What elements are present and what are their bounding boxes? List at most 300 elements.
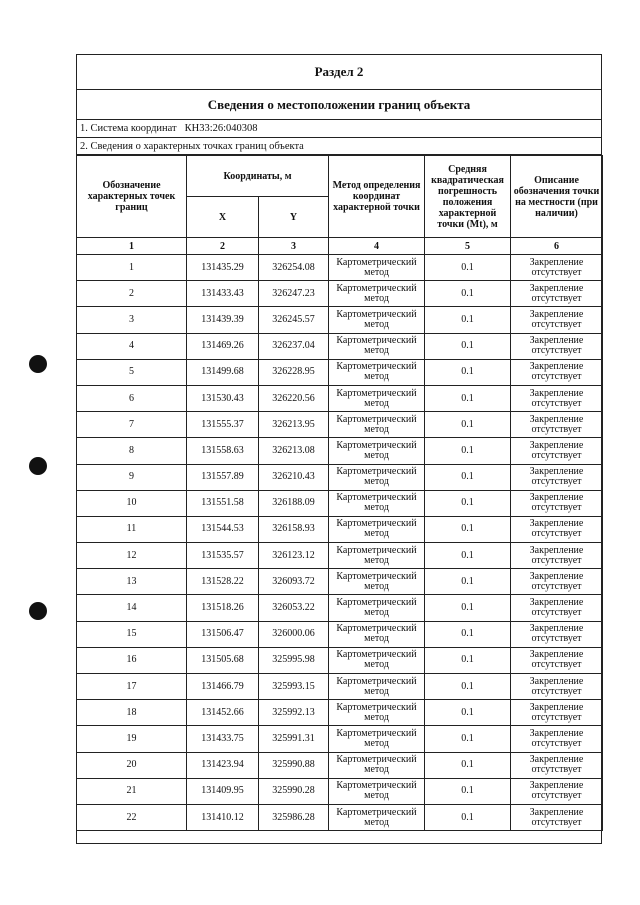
mean-error-text: 0.1 — [461, 549, 474, 561]
mean-error-text: 0.1 — [461, 628, 474, 640]
mean-error-text: 0.1 — [461, 340, 474, 352]
method-cell — [329, 726, 425, 752]
y-coordinate-text: 326220.56 — [272, 392, 315, 404]
y-coordinate-cell — [259, 438, 329, 464]
description-text: Закрепление отсутствует — [529, 387, 584, 409]
method-text: Картометрический метод — [336, 466, 417, 488]
y-coordinate-cell — [259, 726, 329, 752]
point-number-text: 1 — [129, 261, 134, 273]
description-cell — [511, 700, 603, 726]
y-coordinate-text: 326093.72 — [272, 575, 315, 587]
mean-error-text: 0.1 — [461, 759, 474, 771]
description-cell — [511, 255, 603, 281]
description-text: Закрепление отсутствует — [529, 466, 584, 488]
description-text: Закрепление отсутствует — [529, 623, 584, 645]
description-cell — [511, 281, 603, 307]
method-text: Картометрический метод — [336, 439, 417, 461]
point-number-text: 7 — [129, 418, 134, 430]
method-text: Картометрический метод — [336, 597, 417, 619]
table-row — [77, 752, 603, 778]
method-cell — [329, 307, 425, 333]
mean-error-cell — [425, 778, 511, 804]
point-number-text: 2 — [129, 287, 134, 299]
x-coordinate-cell — [187, 804, 259, 830]
x-coordinate-text: 131528.22 — [201, 575, 244, 587]
description-text: Закрепление отсутствует — [529, 282, 584, 304]
x-coordinate-cell — [187, 281, 259, 307]
method-cell — [329, 621, 425, 647]
mean-error-cell — [425, 804, 511, 830]
header-x: X — [187, 197, 259, 238]
table-row — [77, 255, 603, 281]
point-number-text: 8 — [129, 444, 134, 456]
method-cell — [329, 595, 425, 621]
x-coordinate-cell — [187, 307, 259, 333]
x-coordinate-text: 131423.94 — [201, 759, 244, 771]
y-coordinate-cell — [259, 385, 329, 411]
y-coordinate-text: 326213.95 — [272, 418, 315, 430]
point-number-cell — [77, 281, 187, 307]
y-coordinate-text: 325986.28 — [272, 811, 315, 823]
x-coordinate-text: 131558.63 — [201, 444, 244, 456]
description-cell — [511, 621, 603, 647]
table-row — [77, 778, 603, 804]
point-number-text: 16 — [126, 654, 137, 666]
mean-error-cell — [425, 543, 511, 569]
mean-error-text: 0.1 — [461, 523, 474, 535]
method-text: Картометрический метод — [336, 256, 417, 278]
y-coordinate-text: 325991.31 — [272, 732, 315, 744]
column-number: 1 — [77, 238, 187, 255]
mean-error-text: 0.1 — [461, 602, 474, 614]
point-number-text: 4 — [129, 340, 134, 352]
y-coordinate-text: 326000.06 — [272, 628, 315, 640]
column-number: 5 — [425, 238, 511, 255]
y-coordinate-cell — [259, 359, 329, 385]
document-sheet — [76, 54, 602, 844]
point-number-cell — [77, 752, 187, 778]
method-cell — [329, 778, 425, 804]
method-text: Картометрический метод — [336, 308, 417, 330]
point-number-cell — [77, 804, 187, 830]
mean-error-text: 0.1 — [461, 392, 474, 404]
method-cell — [329, 490, 425, 516]
point-number-cell — [77, 595, 187, 621]
description-text: Закрепление отсутствует — [529, 544, 584, 566]
y-coordinate-cell — [259, 700, 329, 726]
y-coordinate-cell — [259, 647, 329, 673]
method-text: Картометрический метод — [336, 649, 417, 671]
table-row — [77, 307, 603, 333]
table-row — [77, 804, 603, 830]
y-coordinate-text: 326228.95 — [272, 366, 315, 378]
y-coordinate-text: 325992.13 — [272, 706, 315, 718]
mean-error-text: 0.1 — [461, 654, 474, 666]
coordinate-system-value: КН33:26:040308 — [184, 123, 258, 134]
description-text: Закрепление отсутствует — [529, 597, 584, 619]
point-number-cell — [77, 438, 187, 464]
x-coordinate-cell — [187, 726, 259, 752]
x-coordinate-cell — [187, 516, 259, 542]
table-row — [77, 569, 603, 595]
point-number-cell — [77, 778, 187, 804]
method-text: Картометрический метод — [336, 387, 417, 409]
description-text: Закрепление отсутствует — [529, 570, 584, 592]
method-text: Картометрический метод — [336, 806, 417, 828]
y-coordinate-cell — [259, 674, 329, 700]
y-coordinate-text: 326188.09 — [272, 497, 315, 509]
table-row — [77, 438, 603, 464]
document-title: Сведения о местоположении границ объекта — [77, 90, 601, 120]
method-text: Картометрический метод — [336, 570, 417, 592]
method-text: Картометрический метод — [336, 518, 417, 540]
coordinate-system-label: 1. Система координат — [80, 123, 177, 134]
header-y: Y — [259, 197, 329, 238]
mean-error-text: 0.1 — [461, 366, 474, 378]
mean-error-text: 0.1 — [461, 444, 474, 456]
y-coordinate-cell — [259, 333, 329, 359]
mean-error-cell — [425, 726, 511, 752]
x-coordinate-cell — [187, 412, 259, 438]
y-coordinate-text: 325993.15 — [272, 680, 315, 692]
mean-error-text: 0.1 — [461, 313, 474, 325]
point-number-cell — [77, 543, 187, 569]
method-cell — [329, 464, 425, 490]
table-row — [77, 621, 603, 647]
point-number-cell — [77, 726, 187, 752]
y-coordinate-text: 326237.04 — [272, 340, 315, 352]
table-row — [77, 595, 603, 621]
x-coordinate-cell — [187, 333, 259, 359]
mean-error-text: 0.1 — [461, 287, 474, 299]
mean-error-cell — [425, 700, 511, 726]
point-number-cell — [77, 647, 187, 673]
column-number: 3 — [259, 238, 329, 255]
mean-error-cell — [425, 647, 511, 673]
point-number-cell — [77, 700, 187, 726]
description-text: Закрепление отсутствует — [529, 308, 584, 330]
y-coordinate-cell — [259, 569, 329, 595]
table-row — [77, 464, 603, 490]
description-cell — [511, 516, 603, 542]
table-row — [77, 281, 603, 307]
description-cell — [511, 647, 603, 673]
method-cell — [329, 281, 425, 307]
description-cell — [511, 412, 603, 438]
method-cell — [329, 333, 425, 359]
y-coordinate-text: 326053.22 — [272, 602, 315, 614]
mean-error-text: 0.1 — [461, 811, 474, 823]
y-coordinate-cell — [259, 255, 329, 281]
table-row — [77, 359, 603, 385]
method-text: Картометрический метод — [336, 754, 417, 776]
point-number-text: 3 — [129, 313, 134, 325]
y-coordinate-text: 326254.08 — [272, 261, 315, 273]
table-row — [77, 333, 603, 359]
point-number-text: 11 — [126, 523, 137, 535]
point-number-text: 19 — [126, 732, 137, 744]
method-cell — [329, 752, 425, 778]
y-coordinate-text: 326123.12 — [272, 549, 315, 561]
y-coordinate-cell — [259, 752, 329, 778]
method-cell — [329, 412, 425, 438]
method-cell — [329, 516, 425, 542]
point-number-text: 15 — [126, 628, 137, 640]
x-coordinate-cell — [187, 438, 259, 464]
method-cell — [329, 255, 425, 281]
method-text: Картометрический метод — [336, 623, 417, 645]
y-coordinate-text: 326210.43 — [272, 471, 315, 483]
method-cell — [329, 385, 425, 411]
x-coordinate-text: 131439.39 — [201, 313, 244, 325]
x-coordinate-cell — [187, 490, 259, 516]
method-text: Картометрический метод — [336, 335, 417, 357]
x-coordinate-text: 131551.58 — [201, 497, 244, 509]
x-coordinate-cell — [187, 385, 259, 411]
x-coordinate-text: 131544.53 — [201, 523, 244, 535]
y-coordinate-cell — [259, 307, 329, 333]
point-number-cell — [77, 516, 187, 542]
mean-error-text: 0.1 — [461, 732, 474, 744]
description-text: Закрепление отсутствует — [529, 806, 584, 828]
x-coordinate-text: 131499.68 — [201, 366, 244, 378]
description-cell — [511, 490, 603, 516]
mean-error-cell — [425, 412, 511, 438]
y-coordinate-cell — [259, 490, 329, 516]
description-cell — [511, 359, 603, 385]
mean-error-cell — [425, 621, 511, 647]
method-cell — [329, 647, 425, 673]
point-number-cell — [77, 412, 187, 438]
point-number-cell — [77, 333, 187, 359]
description-text: Закрепление отсутствует — [529, 727, 584, 749]
method-text: Картометрический метод — [336, 492, 417, 514]
punch-hole-middle — [29, 457, 47, 475]
x-coordinate-cell — [187, 464, 259, 490]
description-text: Закрепление отсутствует — [529, 492, 584, 514]
table-row — [77, 385, 603, 411]
x-coordinate-text: 131452.66 — [201, 706, 244, 718]
method-cell — [329, 700, 425, 726]
description-cell — [511, 569, 603, 595]
mean-error-cell — [425, 359, 511, 385]
method-cell — [329, 804, 425, 830]
method-cell — [329, 359, 425, 385]
x-coordinate-cell — [187, 543, 259, 569]
x-coordinate-text: 131506.47 — [201, 628, 244, 640]
description-cell — [511, 726, 603, 752]
points-section-label: 2. Сведения о характерных точках границ объекта — [77, 138, 601, 155]
coordinate-system-line — [77, 120, 601, 138]
x-coordinate-cell — [187, 621, 259, 647]
y-coordinate-text: 325990.28 — [272, 785, 315, 797]
mean-error-text: 0.1 — [461, 575, 474, 587]
description-text: Закрепление отсутствует — [529, 649, 584, 671]
point-number-cell — [77, 490, 187, 516]
mean-error-text: 0.1 — [461, 471, 474, 483]
description-text: Закрепление отсутствует — [529, 335, 584, 357]
point-number-text: 22 — [126, 811, 137, 823]
point-number-text: 21 — [126, 785, 137, 797]
x-coordinate-cell — [187, 700, 259, 726]
method-cell — [329, 438, 425, 464]
x-coordinate-text: 131530.43 — [201, 392, 244, 404]
x-coordinate-cell — [187, 595, 259, 621]
description-text: Закрепление отсутствует — [529, 413, 584, 435]
point-number-text: 9 — [129, 471, 134, 483]
x-coordinate-cell — [187, 778, 259, 804]
x-coordinate-cell — [187, 255, 259, 281]
point-number-text: 17 — [126, 680, 137, 692]
mean-error-cell — [425, 281, 511, 307]
method-text: Картометрический метод — [336, 727, 417, 749]
description-cell — [511, 385, 603, 411]
description-cell — [511, 438, 603, 464]
x-coordinate-text: 131505.68 — [201, 654, 244, 666]
x-coordinate-text: 131433.75 — [201, 732, 244, 744]
x-coordinate-text: 131518.26 — [201, 602, 244, 614]
mean-error-cell — [425, 464, 511, 490]
table-row — [77, 490, 603, 516]
description-cell — [511, 543, 603, 569]
point-number-cell — [77, 307, 187, 333]
description-cell — [511, 778, 603, 804]
header-coordinates: Координаты, м — [187, 156, 329, 197]
table-body — [77, 255, 603, 831]
punch-hole-bottom — [29, 602, 47, 620]
y-coordinate-cell — [259, 281, 329, 307]
point-number-text: 18 — [126, 706, 137, 718]
method-cell — [329, 674, 425, 700]
description-text: Закрепление отсутствует — [529, 256, 584, 278]
x-coordinate-text: 131555.37 — [201, 418, 244, 430]
y-coordinate-cell — [259, 543, 329, 569]
method-text: Картометрический метод — [336, 701, 417, 723]
method-text: Картометрический метод — [336, 780, 417, 802]
description-text: Закрепление отсутствует — [529, 439, 584, 461]
point-number-cell — [77, 359, 187, 385]
y-coordinate-cell — [259, 621, 329, 647]
x-coordinate-cell — [187, 674, 259, 700]
mean-error-cell — [425, 752, 511, 778]
table-row — [77, 674, 603, 700]
mean-error-text: 0.1 — [461, 785, 474, 797]
x-coordinate-cell — [187, 647, 259, 673]
table-row — [77, 647, 603, 673]
point-number-cell — [77, 569, 187, 595]
section-heading: Раздел 2 — [77, 55, 601, 90]
punch-hole-top — [29, 355, 47, 373]
mean-error-text: 0.1 — [461, 680, 474, 692]
mean-error-cell — [425, 674, 511, 700]
description-cell — [511, 595, 603, 621]
y-coordinate-cell — [259, 464, 329, 490]
description-text: Закрепление отсутствует — [529, 518, 584, 540]
y-coordinate-text: 326247.23 — [272, 287, 315, 299]
point-number-text: 12 — [126, 549, 137, 561]
column-number: 4 — [329, 238, 425, 255]
header-point-designation: Обозначение характерных точек границ — [77, 156, 187, 238]
x-coordinate-cell — [187, 569, 259, 595]
mean-error-cell — [425, 569, 511, 595]
method-text: Картометрический метод — [336, 282, 417, 304]
mean-error-cell — [425, 516, 511, 542]
y-coordinate-cell — [259, 516, 329, 542]
point-number-text: 5 — [129, 366, 134, 378]
point-number-text: 20 — [126, 759, 137, 771]
method-text: Картометрический метод — [336, 361, 417, 383]
method-cell — [329, 543, 425, 569]
header-description: Описание обозначения точки на местности (при наличии) — [511, 156, 603, 238]
mean-error-cell — [425, 385, 511, 411]
x-coordinate-text: 131409.95 — [201, 785, 244, 797]
table-row — [77, 543, 603, 569]
description-cell — [511, 307, 603, 333]
point-number-text: 13 — [126, 575, 137, 587]
description-text: Закрепление отсутствует — [529, 701, 584, 723]
x-coordinate-text: 131557.89 — [201, 471, 244, 483]
y-coordinate-text: 326213.08 — [272, 444, 315, 456]
y-coordinate-cell — [259, 595, 329, 621]
table-row — [77, 412, 603, 438]
mean-error-text: 0.1 — [461, 497, 474, 509]
mean-error-cell — [425, 490, 511, 516]
x-coordinate-text: 131433.43 — [201, 287, 244, 299]
x-coordinate-text: 131535.57 — [201, 549, 244, 561]
y-coordinate-text: 325995.98 — [272, 654, 315, 666]
description-text: Закрепление отсутствует — [529, 754, 584, 776]
method-text: Картометрический метод — [336, 544, 417, 566]
mean-error-cell — [425, 307, 511, 333]
point-number-cell — [77, 464, 187, 490]
mean-error-text: 0.1 — [461, 706, 474, 718]
point-number-text: 14 — [126, 602, 137, 614]
table-row — [77, 726, 603, 752]
description-cell — [511, 752, 603, 778]
x-coordinate-cell — [187, 359, 259, 385]
method-text: Картометрический метод — [336, 413, 417, 435]
y-coordinate-cell — [259, 804, 329, 830]
point-number-cell — [77, 621, 187, 647]
point-number-cell — [77, 255, 187, 281]
table-row — [77, 700, 603, 726]
description-cell — [511, 464, 603, 490]
mean-error-cell — [425, 438, 511, 464]
x-coordinate-text: 131435.29 — [201, 261, 244, 273]
x-coordinate-text: 131466.79 — [201, 680, 244, 692]
y-coordinate-text: 326158.93 — [272, 523, 315, 535]
table-row — [77, 516, 603, 542]
description-text: Закрепление отсутствует — [529, 675, 584, 697]
boundary-points-table — [76, 155, 603, 831]
column-number: 2 — [187, 238, 259, 255]
mean-error-cell — [425, 333, 511, 359]
point-number-text: 10 — [126, 497, 137, 509]
mean-error-cell — [425, 595, 511, 621]
y-coordinate-cell — [259, 778, 329, 804]
header-method: Метод определения координат характерной точки — [329, 156, 425, 238]
y-coordinate-text: 325990.88 — [272, 759, 315, 771]
x-coordinate-cell — [187, 752, 259, 778]
column-number: 6 — [511, 238, 603, 255]
point-number-cell — [77, 674, 187, 700]
y-coordinate-text: 326245.57 — [272, 313, 315, 325]
mean-error-cell — [425, 255, 511, 281]
method-text: Картометрический метод — [336, 675, 417, 697]
point-number-text: 6 — [129, 392, 134, 404]
description-cell — [511, 333, 603, 359]
description-cell — [511, 674, 603, 700]
